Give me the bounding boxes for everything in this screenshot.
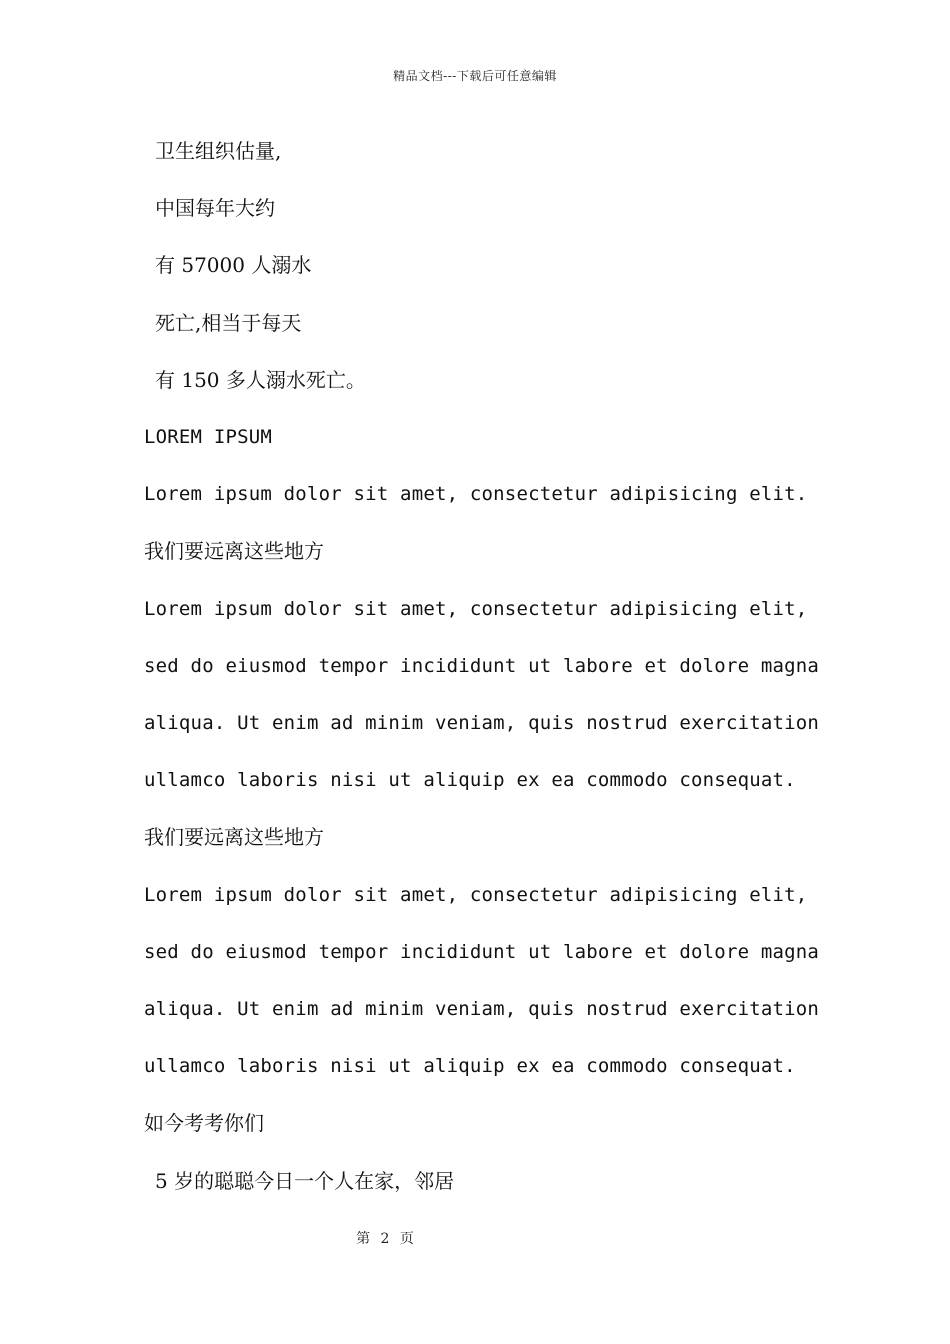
paragraph-line: ullamco laboris nisi ut aliquip ex ea commodo consequat.	[144, 769, 796, 791]
poem-line: 中国每年大约	[155, 196, 275, 220]
page-header: 精品文档---下载后可任意编辑	[393, 69, 557, 83]
paragraph-line: Lorem ipsum dolor sit amet, consectetur adipisicing elit,	[144, 598, 808, 620]
section-heading: 我们要远离这些地方	[144, 539, 324, 563]
page-footer	[0, 1228, 770, 1248]
footer-prefix: 第	[356, 1231, 371, 1247]
page-number: 2	[380, 1231, 390, 1247]
paragraph-line: sed do eiusmod tempor incididunt ut labore et dolore magna	[144, 655, 820, 677]
section-heading: 我们要远离这些地方	[144, 825, 324, 849]
question-line: 5 岁的聪聪今日一个人在家，邻居	[155, 1169, 455, 1193]
poem-line: 卫生组织估量,	[155, 139, 282, 163]
lorem-short: Lorem ipsum dolor sit amet, consectetur adipisicing elit.	[144, 483, 808, 505]
poem-line: 死亡,相当于每天	[155, 311, 302, 335]
section-heading: 如今考考你们	[144, 1111, 264, 1135]
paragraph-line: Lorem ipsum dolor sit amet, consectetur adipisicing elit,	[144, 884, 808, 906]
lorem-title: LOREM IPSUM	[144, 426, 273, 448]
paragraph-line: aliqua. Ut enim ad minim veniam, quis nostrud exercitation	[144, 712, 820, 734]
paragraph-line: aliqua. Ut enim ad minim veniam, quis nostrud exercitation	[144, 998, 820, 1020]
poem-line: 有 150 多人溺水死亡。	[155, 368, 366, 392]
footer-suffix: 页	[399, 1231, 414, 1247]
paragraph-line: sed do eiusmod tempor incididunt ut labore et dolore magna	[144, 941, 820, 963]
paragraph-line: ullamco laboris nisi ut aliquip ex ea commodo consequat.	[144, 1055, 796, 1077]
poem-line: 有 57000 人溺水	[155, 253, 312, 277]
